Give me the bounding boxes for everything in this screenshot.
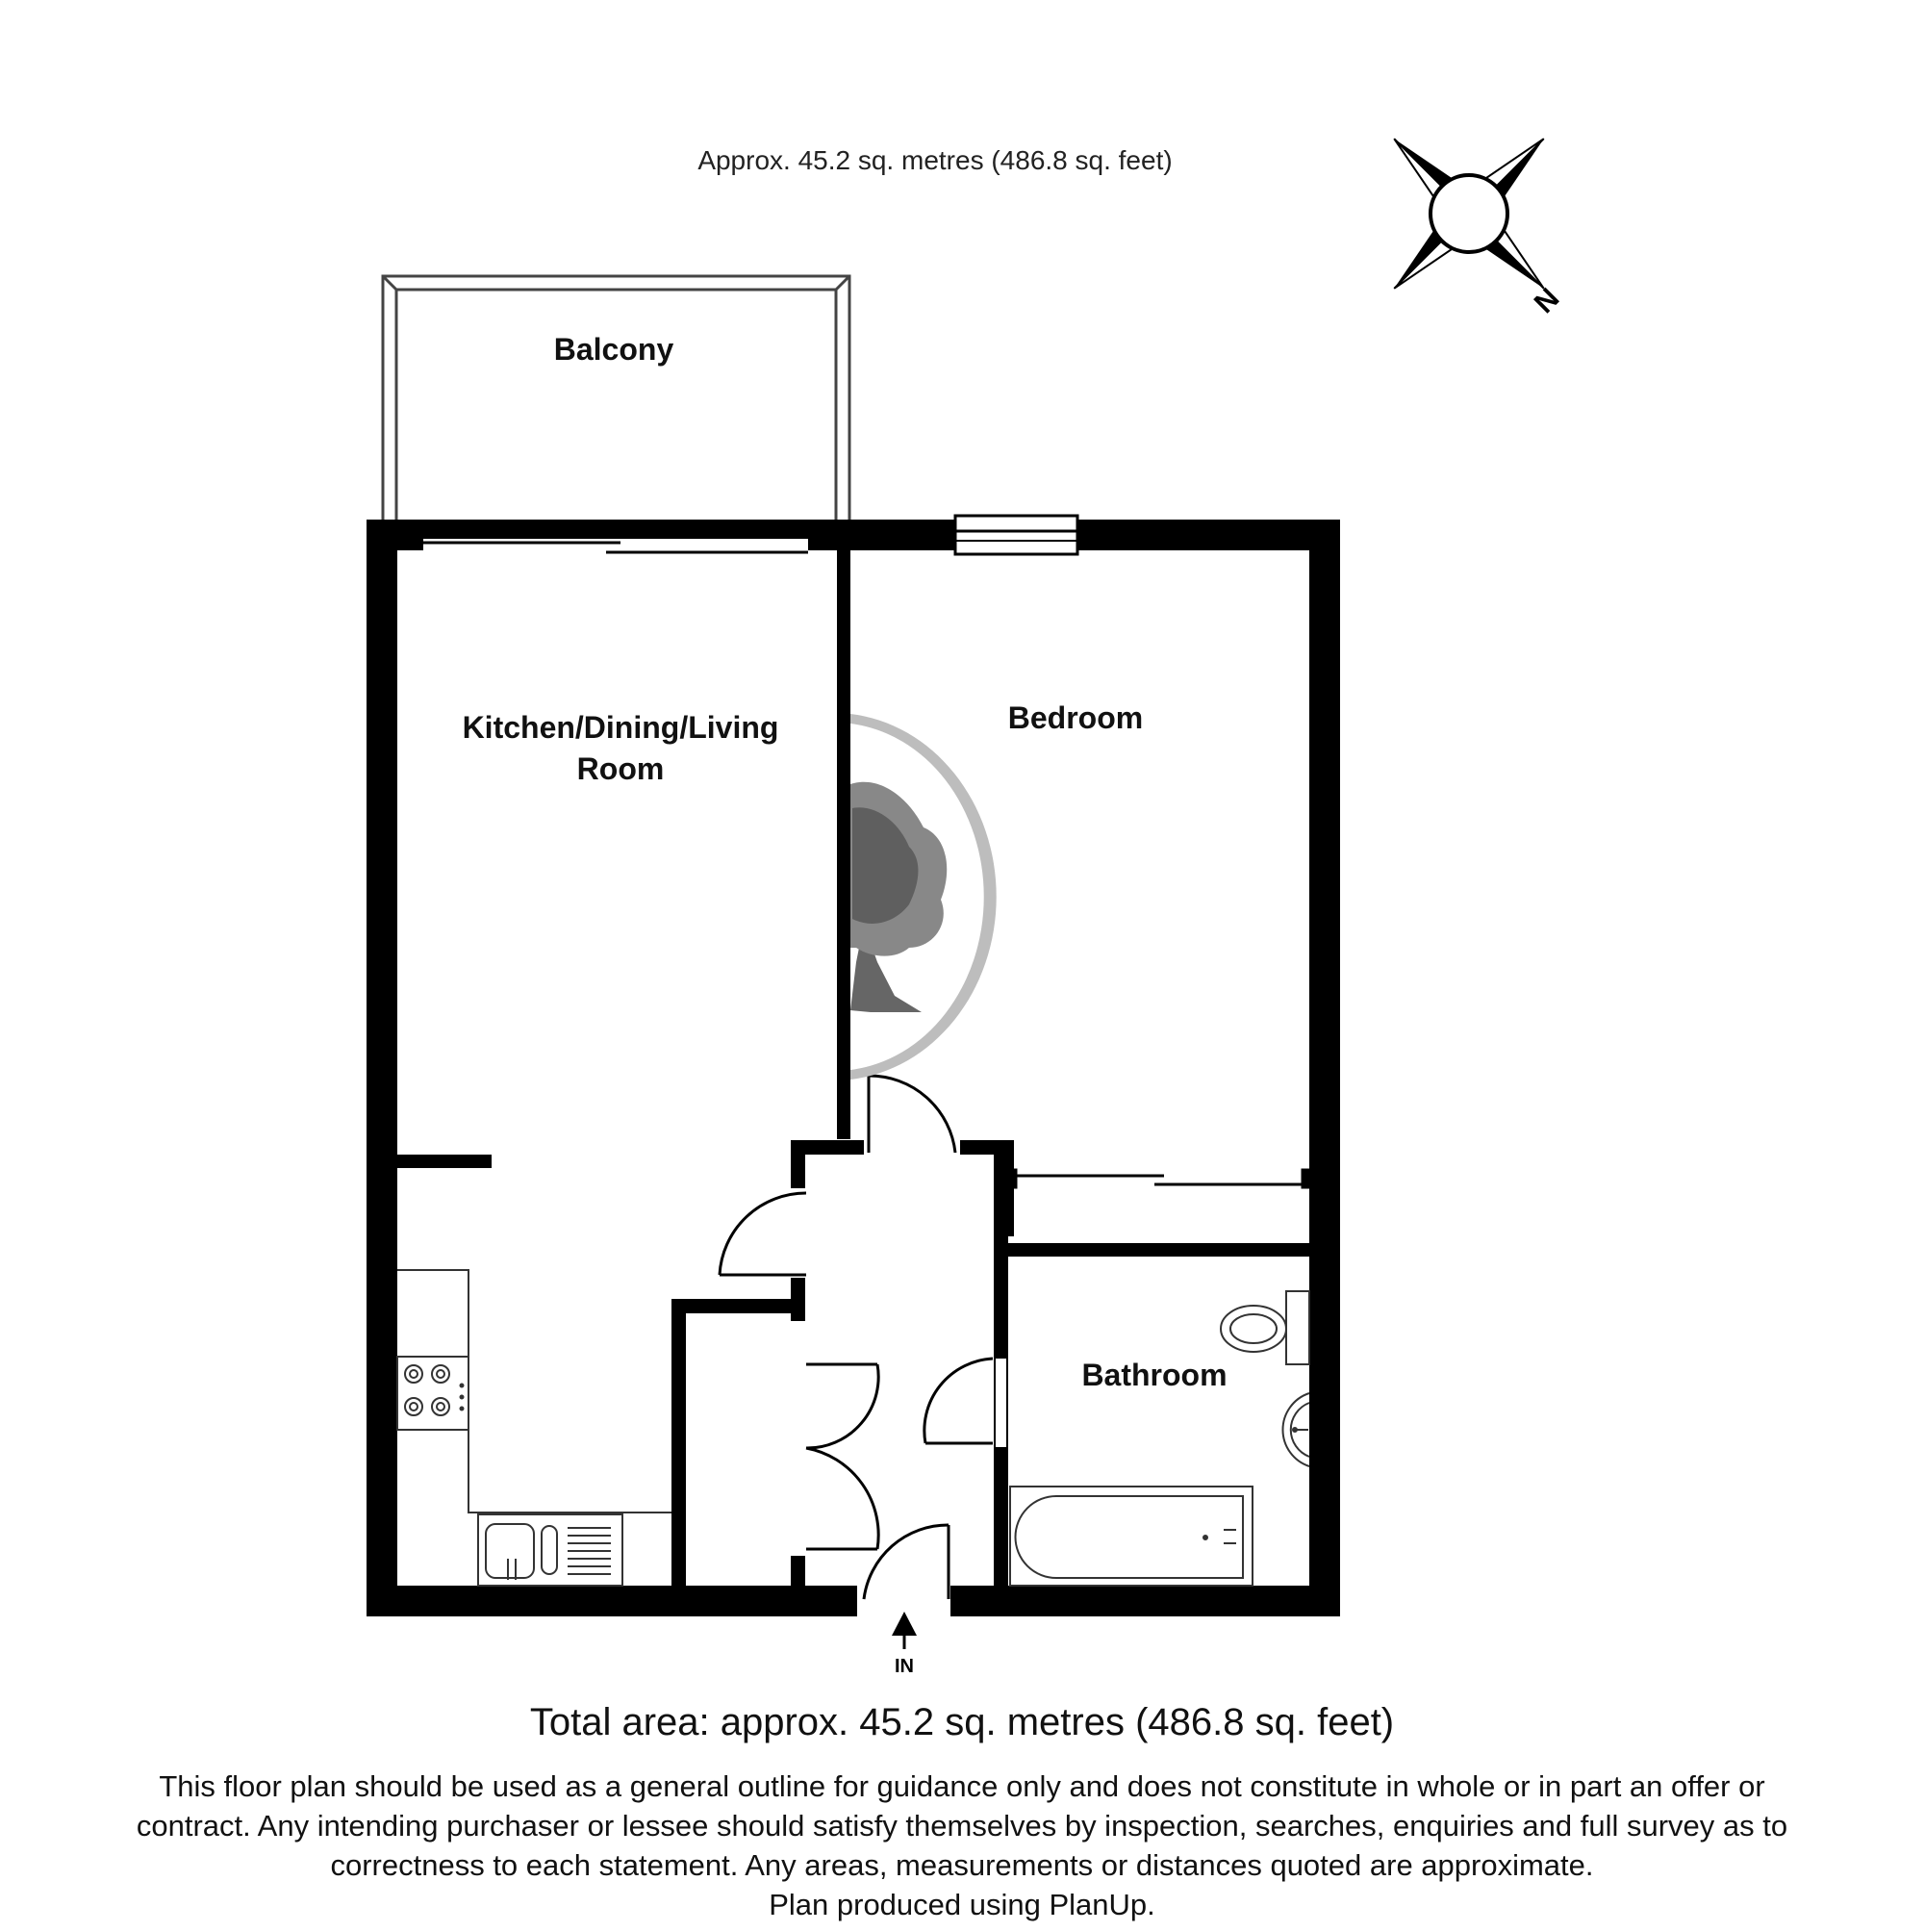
tree-logo-icon — [850, 714, 997, 1080]
disclaimer-line: contract. Any intending purchaser or lessee should satisfy themselves by inspection, searches, enquiries and full survey as to — [136, 1809, 1788, 1843]
disclaimer-line: correctness to each statement. Any areas, measurements or distances quoted are approximate. — [330, 1848, 1594, 1882]
north-label: N — [1528, 282, 1566, 320]
bedroom-label: Bedroom — [1007, 700, 1144, 735]
basin-icon — [1282, 1393, 1309, 1466]
living-room-label-line2: Room — [576, 751, 665, 786]
entrance-label: IN — [895, 1656, 914, 1677]
entrance-arrow-icon — [892, 1612, 917, 1649]
disclaimer — [0, 1767, 1924, 1924]
balcony-label: Balcony — [553, 332, 674, 367]
hob-icon — [405, 1365, 464, 1415]
balcony-area — [383, 276, 849, 521]
bath-icon — [1010, 1487, 1253, 1586]
bedroom-window — [955, 516, 1077, 554]
toilet-icon — [1221, 1291, 1309, 1364]
exterior-walls — [367, 520, 1340, 1616]
living-window — [423, 539, 808, 552]
sink-icon — [486, 1524, 611, 1580]
approx-area-heading: Approx. 45.2 sq. metres (486.8 sq. feet) — [697, 145, 1173, 175]
compass-icon — [1319, 64, 1618, 363]
total-area-text: Total area: approx. 45.2 sq. metres (486.8 sq. feet) — [529, 1701, 1395, 1743]
living-room-label-line1: Kitchen/Dining/Living — [462, 710, 779, 745]
wardrobe-doors — [1008, 1170, 1310, 1187]
bathroom-label: Bathroom — [1081, 1358, 1228, 1392]
disclaimer-line: This floor plan should be used as a general outline for guidance only and does not constitute in whole or in part an offer or — [159, 1769, 1765, 1803]
disclaimer-line: Plan produced using PlanUp. — [769, 1888, 1155, 1921]
